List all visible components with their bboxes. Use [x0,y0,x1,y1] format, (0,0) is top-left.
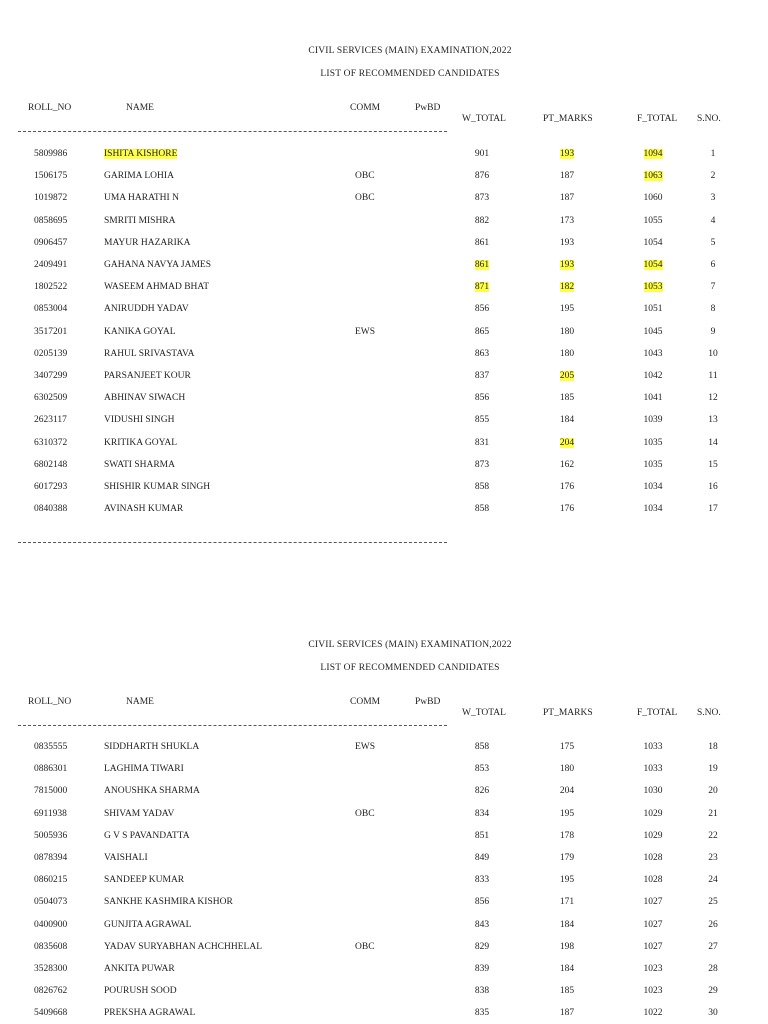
f-total-cell: 1027 [643,897,663,908]
community-cell: EWS [355,326,376,337]
name-cell: ANOUSHKA SHARMA [104,786,200,797]
serial-no-cell: 25 [708,897,718,908]
header-pwbd: PwBD [415,103,441,113]
pt-marks-cell: 176 [559,504,575,515]
name-cell: G V S PAVANDATTA [104,830,190,841]
f-total-cell: 1027 [643,941,663,952]
pt-marks-cell: 195 [559,304,575,315]
name-cell: WASEEM AHMAD BHAT [104,282,210,293]
w-total-cell: 873 [474,459,490,470]
pt-marks-cell: 180 [559,326,575,337]
roll-no-cell: 0886301 [34,764,68,775]
serial-no-cell: 21 [708,808,718,819]
w-total-cell: 838 [474,986,490,997]
pt-marks-cell: 180 [559,764,575,775]
serial-no-cell: 28 [708,964,718,974]
f-total-cell: 1053 [643,282,663,293]
community-cell: OBC [355,193,375,204]
w-total-cell: 858 [474,742,490,752]
roll-no-cell: 5005936 [34,830,68,841]
pt-marks-cell: 176 [559,482,575,492]
name-cell: SWATI SHARMA [104,459,175,470]
name-cell: POURUSH SOOD [104,986,177,997]
f-total-cell: 1041 [643,393,663,404]
w-total-cell: 882 [474,215,490,226]
serial-no-cell: 2 [710,171,716,182]
w-total-cell: 839 [474,964,490,974]
roll-no-cell: 1019872 [34,193,68,204]
header-comm: COMM [350,697,381,707]
f-total-cell: 1054 [643,237,663,248]
roll-no-cell: 6017293 [34,482,68,492]
serial-no-cell: 17 [708,504,718,515]
roll-no-cell: 0835555 [34,742,68,752]
w-total-cell: 861 [474,260,490,270]
w-total-cell: 858 [474,482,490,492]
f-total-cell: 1094 [643,149,663,159]
community-cell: OBC [355,171,375,182]
exam-title: CIVIL SERVICES (MAIN) EXAMINATION,2022 [308,640,512,650]
pt-marks-cell: 185 [559,986,575,997]
f-total-cell: 1030 [643,786,663,797]
community-cell: OBC [355,941,375,952]
roll-no-cell: 0835608 [34,941,68,952]
header-sno: S.NO. [697,114,721,124]
w-total-cell: 871 [474,282,490,293]
serial-no-cell: 24 [708,875,718,886]
header-roll: ROLL_NO [28,103,72,113]
header-w-total: W_TOTAL [462,708,506,718]
pt-marks-cell: 187 [559,193,575,204]
name-cell: AVINASH KUMAR [104,504,184,515]
roll-no-cell: 6302509 [34,393,68,404]
roll-no-cell: 0504073 [34,897,68,908]
f-total-cell: 1033 [643,764,663,775]
w-total-cell: 833 [474,875,490,886]
f-total-cell: 1029 [643,808,663,819]
f-total-cell: 1035 [643,459,663,470]
f-total-cell: 1022 [643,1008,663,1019]
f-total-cell: 1034 [643,504,663,515]
pt-marks-cell: 205 [559,371,575,381]
w-total-cell: 855 [474,415,490,426]
f-total-cell: 1054 [643,260,663,270]
list-title: LIST OF RECOMMENDED CANDIDATES [320,69,500,79]
pt-marks-cell: 162 [559,459,575,470]
name-cell: SIDDHARTH SHUKLA [104,742,200,752]
header-pwbd: PwBD [415,697,441,707]
serial-no-cell: 9 [710,326,716,337]
roll-no-cell: 0840388 [34,504,68,515]
w-total-cell: 873 [474,193,490,204]
community-cell: EWS [355,742,376,752]
name-cell: VAISHALI [104,853,148,863]
w-total-cell: 843 [474,919,490,930]
pt-marks-cell: 173 [559,215,575,226]
w-total-cell: 876 [474,171,490,182]
serial-no-cell: 26 [708,919,718,930]
serial-no-cell: 3 [710,193,716,204]
pt-marks-cell: 195 [559,808,575,819]
header-pt-marks: PT_MARKS [543,114,593,124]
name-cell: SHISHIR KUMAR SINGH [104,482,211,492]
roll-no-cell: 6310372 [34,437,68,448]
roll-no-cell: 2623117 [34,415,67,426]
pt-marks-cell: 179 [559,853,575,863]
w-total-cell: 837 [474,371,490,381]
roll-no-cell: 3407299 [34,371,68,381]
f-total-cell: 1028 [643,853,663,863]
roll-no-cell: 0853004 [34,304,68,315]
header-divider [18,131,447,132]
roll-no-cell: 5409668 [34,1008,68,1019]
w-total-cell: 834 [474,808,490,819]
w-total-cell: 865 [474,326,490,337]
serial-no-cell: 20 [708,786,718,797]
header-sno: S.NO. [697,708,721,718]
name-cell: SMRITI MISHRA [104,215,176,226]
roll-no-cell: 0906457 [34,237,68,248]
name-cell: SHIVAM YADAV [104,808,175,819]
serial-no-cell: 29 [708,986,718,997]
pt-marks-cell: 193 [559,260,575,270]
pt-marks-cell: 184 [559,415,575,426]
pt-marks-cell: 187 [559,171,575,182]
f-total-cell: 1055 [643,215,663,226]
roll-no-cell: 7815000 [34,786,68,797]
name-cell: ISHITA KISHORE [104,149,178,159]
header-comm: COMM [350,103,381,113]
serial-no-cell: 12 [708,393,718,404]
name-cell: VIDUSHI SINGH [104,415,175,426]
serial-no-cell: 10 [708,348,718,359]
f-total-cell: 1042 [643,371,663,381]
w-total-cell: 849 [474,853,490,863]
roll-no-cell: 3528300 [34,964,68,974]
w-total-cell: 856 [474,393,490,404]
w-total-cell: 901 [474,149,490,159]
w-total-cell: 851 [474,830,490,841]
f-total-cell: 1033 [643,742,663,752]
header-f-total: F_TOTAL [637,114,678,124]
f-total-cell: 1051 [643,304,663,315]
name-cell: GUNJITA AGRAWAL [104,919,192,930]
f-total-cell: 1023 [643,964,663,974]
roll-no-cell: 1802522 [34,282,68,293]
name-cell: MAYUR HAZARIKA [104,237,191,248]
name-cell: SANKHE KASHMIRA KISHOR [104,897,233,908]
serial-no-cell: 30 [708,1008,718,1019]
w-total-cell: 826 [474,786,490,797]
w-total-cell: 858 [474,504,490,515]
f-total-cell: 1060 [643,193,663,204]
name-cell: LAGHIMA TIWARI [104,764,184,775]
serial-no-cell: 6 [710,260,716,270]
pt-marks-cell: 193 [559,237,575,248]
list-title: LIST OF RECOMMENDED CANDIDATES [320,663,500,673]
roll-no-cell: 0858695 [34,215,68,226]
name-cell: GARIMA LOHIA [104,171,174,182]
serial-no-cell: 15 [708,459,718,470]
pt-marks-cell: 184 [559,964,575,974]
exam-title: CIVIL SERVICES (MAIN) EXAMINATION,2022 [308,46,512,56]
f-total-cell: 1029 [643,830,663,841]
roll-no-cell: 6911938 [34,808,67,819]
footer-divider [18,542,447,543]
pt-marks-cell: 175 [559,742,575,752]
name-cell: PARSANJEET KOUR [104,371,191,381]
serial-no-cell: 8 [710,304,716,315]
header-divider [18,725,447,726]
pt-marks-cell: 178 [559,830,575,841]
pt-marks-cell: 182 [559,282,575,293]
f-total-cell: 1023 [643,986,663,997]
header-roll: ROLL_NO [28,697,72,707]
pt-marks-cell: 187 [559,1008,575,1019]
pt-marks-cell: 204 [559,786,575,797]
f-total-cell: 1039 [643,415,663,426]
header-f-total: F_TOTAL [637,708,678,718]
name-cell: GAHANA NAVYA JAMES [104,260,211,270]
serial-no-cell: 13 [708,415,718,426]
serial-no-cell: 4 [710,215,716,226]
header-w-total: W_TOTAL [462,114,506,124]
pt-marks-cell: 184 [559,919,575,930]
serial-no-cell: 19 [708,764,718,775]
w-total-cell: 829 [474,941,490,952]
serial-no-cell: 22 [708,830,718,841]
pt-marks-cell: 171 [559,897,575,908]
roll-no-cell: 5809986 [34,149,68,159]
w-total-cell: 863 [474,348,490,359]
roll-no-cell: 0205139 [34,348,68,359]
pt-marks-cell: 195 [559,875,575,886]
community-cell: OBC [355,808,375,819]
name-cell: YADAV SURYABHAN ACHCHHELAL [104,941,263,952]
name-cell: UMA HARATHI N [104,193,179,204]
roll-no-cell: 2409491 [34,260,68,270]
f-total-cell: 1027 [643,919,663,930]
w-total-cell: 856 [474,304,490,315]
pt-marks-cell: 185 [559,393,575,404]
f-total-cell: 1028 [643,875,663,886]
roll-no-cell: 0826762 [34,986,68,997]
serial-no-cell: 16 [708,482,718,492]
roll-no-cell: 0860215 [34,875,68,886]
header-name: NAME [126,103,154,113]
name-cell: KRITIKA GOYAL [104,437,178,448]
name-cell: KANIKA GOYAL [104,326,176,337]
roll-no-cell: 0400900 [34,919,68,930]
f-total-cell: 1045 [643,326,663,337]
w-total-cell: 853 [474,764,490,775]
serial-no-cell: 5 [710,237,716,248]
serial-no-cell: 23 [708,853,718,863]
pt-marks-cell: 193 [559,149,575,159]
name-cell: ABHINAV SIWACH [104,393,186,404]
pt-marks-cell: 198 [559,941,575,952]
f-total-cell: 1043 [643,348,663,359]
name-cell: PREKSHA AGRAWAL [104,1008,196,1019]
f-total-cell: 1063 [643,171,663,182]
serial-no-cell: 7 [710,282,716,293]
name-cell: ANIRUDDH YADAV [104,304,189,315]
w-total-cell: 861 [474,237,490,248]
serial-no-cell: 27 [708,941,718,952]
serial-no-cell: 14 [708,437,718,448]
serial-no-cell: 1 [710,149,716,159]
w-total-cell: 831 [474,437,490,448]
serial-no-cell: 11 [708,371,718,381]
f-total-cell: 1034 [643,482,663,492]
header-name: NAME [126,697,154,707]
w-total-cell: 835 [474,1008,490,1019]
pt-marks-cell: 180 [559,348,575,359]
serial-no-cell: 18 [708,742,718,752]
name-cell: SANDEEP KUMAR [104,875,185,886]
name-cell: RAHUL SRIVASTAVA [104,348,195,359]
header-pt-marks: PT_MARKS [543,708,593,718]
roll-no-cell: 3517201 [34,326,68,337]
roll-no-cell: 6802148 [34,459,68,470]
f-total-cell: 1035 [643,437,663,448]
name-cell: ANKITA PUWAR [104,964,175,974]
roll-no-cell: 0878394 [34,853,68,863]
roll-no-cell: 1506175 [34,171,68,182]
pt-marks-cell: 204 [559,437,575,448]
w-total-cell: 856 [474,897,490,908]
